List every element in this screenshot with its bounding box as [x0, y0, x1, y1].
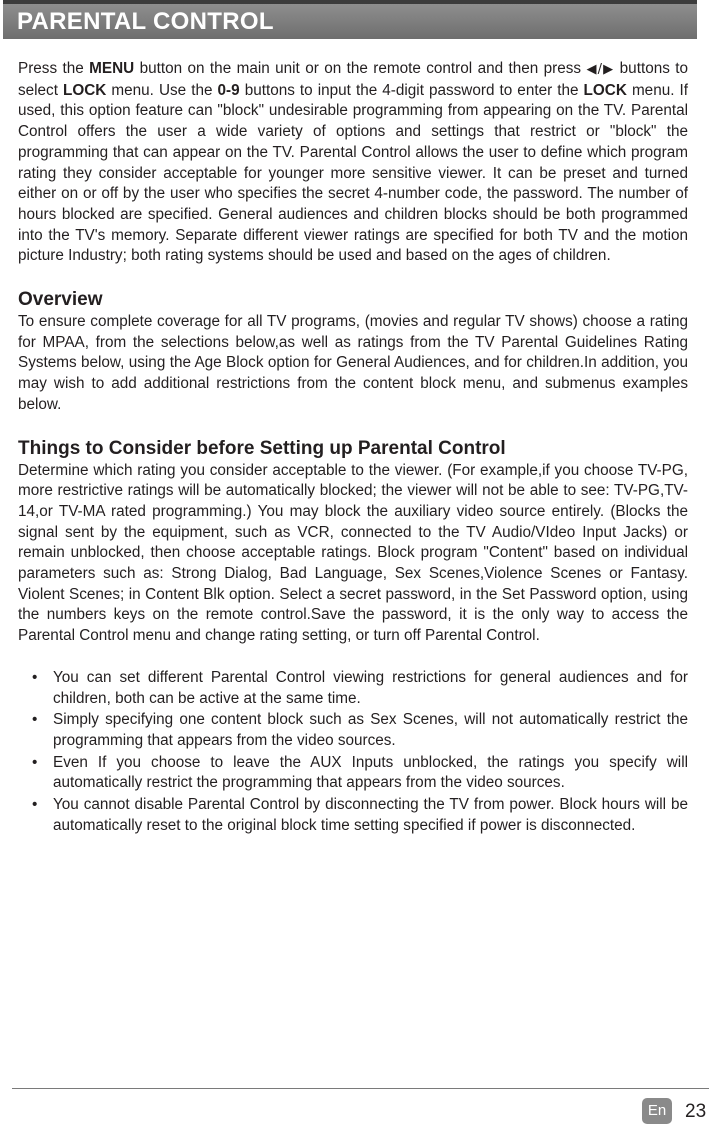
bullet-icon: •: [32, 796, 38, 814]
menu-button-label: MENU: [89, 60, 135, 77]
lock-menu-label: LOCK: [63, 81, 107, 99]
consider-heading: Things to Consider before Setting up Parental Control: [18, 437, 506, 459]
tips-list: [18, 668, 688, 837]
section-header-bar: [3, 4, 697, 39]
bullet-icon: •: [32, 668, 38, 686]
digit-buttons-label: 0-9: [217, 81, 240, 99]
list-item: • You can set different Parental Control viewing restrictions for general audiences and for children, both can be active at the same time.: [32, 668, 688, 707]
list-item: • Simply specifying one content block such as Sex Scenes, will not automatically restrict the programming that appears from the video sources.: [32, 711, 688, 749]
bullet-icon: •: [32, 711, 38, 729]
list-item: • You cannot disable Parental Control by disconnecting the TV from power. Block hours will be automatically reset to the original block time setting specified if power is disconnected.: [32, 796, 688, 834]
footer-rule: [12, 1088, 709, 1089]
lock-menu-label-2: LOCK: [583, 81, 627, 99]
page-title: PARENTAL CONTROL: [17, 8, 274, 35]
consider-paragraph: Determine which rating you consider acceptable to the viewer. (For example,if you choose TV-PG, more restrictive ratings will be automatically blocked; the viewer will not be able to see: TV-PG,TV-14,or TV-MA rated programming.) You may block the auxiliary video source entirely. (Blocks the signal sent by the equipment, such as VCR, connected to the TV Audio/VIdeo Input Jacks) or remain unblocked, then choose acceptable ratings. Block program "Content" based on individual parameters such as: Strong Dialog, Bad Language, Sex Scenes,Violence Scenes or Fantasy. Violent Scenes; in Content Blk option. Select a secret password, in the Set Password option, using the numbers keys on the remote control.Save the password, it is the only way to access the Parental Control menu and change rating setting, or turn off Parental Control.: [18, 461, 688, 645]
left-right-arrows-icon: ◀/▶: [586, 62, 615, 77]
page-number: 23: [685, 1101, 707, 1122]
overview-paragraph: To ensure complete coverage for all TV programs, (movies and regular TV shows) choose a rating for MPAA, from the selections below,as well as ratings from the TV Parental Guidelines Rating Systems below, using the Age Block option for General Audiences, and for children.In addition, you may wish to add additional restrictions from the content block menu, and submenus examples below.: [18, 313, 688, 413]
list-item: • Even If you choose to leave the AUX Inputs unblocked, the ratings you specify will automatically restrict the programming that appears from the video sources.: [32, 753, 688, 792]
overview-heading: Overview: [18, 289, 103, 311]
language-badge: En: [642, 1098, 672, 1124]
intro-paragraph: Press the MENU button on the main unit or on the remote control and then press ◀/▶ buttons to select LOCK menu. Use the 0-9 buttons to input the 4-digit password to enter the LOCK menu. If used, this option feature can "block" undesirable programming from appearing on the TV. Parental Control offers the user a wide variety of options and settings that restrict or "block" the programming that can appear on the TV. Parental Control allows the user to define which program rating they consider acceptable for younger more sensitive viewer. It can be preset and turned either on or off by the user who specifies the secret 4-number code, the password. The number of hours blocked are specified. General audiences and children blocks should be both programmed into the TV's memory. Separate different viewer ratings are specified for both TV and the motion picture Industry; both rating systems should be used and based on the ages of children.: [18, 60, 689, 265]
page-content: [18, 59, 688, 838]
bullet-icon: •: [32, 753, 38, 771]
